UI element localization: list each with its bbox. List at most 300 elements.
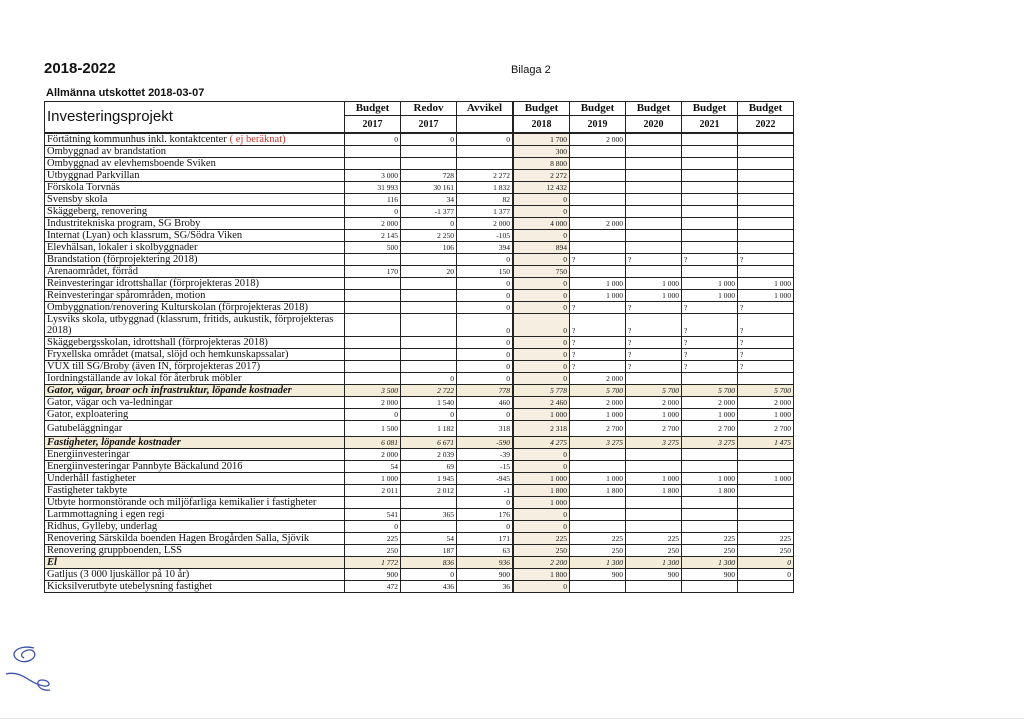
table-row — [45, 254, 794, 266]
row-label — [45, 170, 345, 182]
value-cell: 1 000 — [570, 473, 626, 485]
table-row — [45, 521, 794, 533]
value-cell: 0 — [457, 409, 513, 421]
value-cell: 250 — [514, 545, 570, 557]
investment-table — [44, 101, 794, 593]
col-head-year: 2017 — [401, 116, 457, 133]
row-label — [45, 349, 345, 361]
col-head-year: 2017 — [345, 116, 401, 133]
value-cell: 3 275 — [570, 437, 626, 449]
value-cell: 0 — [457, 373, 513, 385]
value-cell: 1 000 — [514, 497, 570, 509]
value-cell: 250 — [345, 545, 401, 557]
value-cell: 34 — [401, 194, 457, 206]
value-cell: 2 000 — [570, 133, 626, 146]
value-cell: 1 540 — [401, 397, 457, 409]
value-cell: 778 — [457, 385, 513, 397]
value-cell: 1 300 — [570, 557, 626, 569]
value-cell — [626, 461, 682, 473]
row-label — [45, 421, 345, 437]
value-cell — [682, 449, 738, 461]
row-label — [45, 302, 345, 314]
value-cell — [345, 497, 401, 509]
value-cell: 0 — [345, 206, 401, 218]
value-cell — [345, 254, 401, 266]
value-cell: 2 000 — [570, 397, 626, 409]
value-cell: 3 500 — [345, 385, 401, 397]
value-cell: 460 — [457, 397, 513, 409]
value-cell: 69 — [401, 461, 457, 473]
row-label-text: Ombyggnation/renovering Kulturskolan (förprojekteras 2018) — [47, 302, 308, 313]
value-cell: 0 — [457, 349, 513, 361]
value-cell: 2 000 — [457, 218, 513, 230]
value-cell: 1 300 — [682, 557, 738, 569]
row-label-text: Ombyggnad av brandstation — [47, 146, 166, 157]
attachment-label: Bilaga 2 — [511, 64, 551, 76]
value-cell: 0 — [457, 337, 513, 349]
row-label — [45, 385, 345, 397]
value-cell: 2 000 — [570, 373, 626, 385]
value-cell — [626, 373, 682, 385]
value-cell: 225 — [345, 533, 401, 545]
value-cell — [738, 146, 794, 158]
document-years: 2018-2022 — [44, 60, 116, 77]
col-head-label: Budget — [626, 102, 682, 116]
value-cell: ? — [738, 337, 794, 349]
value-cell — [626, 242, 682, 254]
value-cell — [570, 521, 626, 533]
row-label-text: Ombyggnad av elevhemsboende Sviken — [47, 158, 216, 169]
value-cell: -945 — [457, 473, 513, 485]
value-cell: 0 — [514, 302, 570, 314]
col-head-label: Budget — [570, 102, 626, 116]
value-cell — [345, 337, 401, 349]
value-cell: 1 000 — [682, 409, 738, 421]
value-cell — [570, 581, 626, 593]
value-cell: 1 000 — [626, 290, 682, 302]
value-cell: 1 800 — [682, 485, 738, 497]
value-cell: 894 — [514, 242, 570, 254]
value-cell — [401, 337, 457, 349]
table-row — [45, 437, 794, 449]
row-label — [45, 278, 345, 290]
row-label — [45, 242, 345, 254]
value-cell: 82 — [457, 194, 513, 206]
row-label-text: Gator, vägar och va-ledningar — [47, 397, 173, 408]
value-cell: 225 — [570, 533, 626, 545]
table-row — [45, 314, 794, 337]
table-row — [45, 349, 794, 361]
value-cell: 250 — [738, 545, 794, 557]
value-cell: 30 161 — [401, 182, 457, 194]
row-label-text: Arenaområdet, förråd — [47, 266, 138, 277]
table-row — [45, 397, 794, 409]
value-cell: ? — [738, 302, 794, 314]
row-label — [45, 266, 345, 278]
value-cell — [738, 581, 794, 593]
value-cell — [682, 497, 738, 509]
value-cell: 365 — [401, 509, 457, 521]
value-cell — [626, 509, 682, 521]
value-cell: 6 081 — [345, 437, 401, 449]
value-cell: 1 832 — [457, 182, 513, 194]
value-cell: 1 772 — [345, 557, 401, 569]
value-cell: ? — [682, 254, 738, 266]
value-cell: 150 — [457, 266, 513, 278]
value-cell: 36 — [457, 581, 513, 593]
value-cell: 2 011 — [345, 485, 401, 497]
value-cell: 0 — [514, 290, 570, 302]
row-label-text: Gatljus (3 000 ljuskällor på 10 år) — [47, 569, 190, 580]
table-row — [45, 473, 794, 485]
value-cell: 2 272 — [457, 170, 513, 182]
value-cell: 1 000 — [570, 409, 626, 421]
value-cell: 2 318 — [514, 421, 570, 437]
table-title: Investeringsprojekt — [45, 102, 345, 134]
value-cell: 0 — [514, 206, 570, 218]
table-row — [45, 146, 794, 158]
value-cell: 4 275 — [514, 437, 570, 449]
value-cell: ? — [570, 349, 626, 361]
row-label — [45, 449, 345, 461]
row-label — [45, 361, 345, 373]
value-cell — [738, 485, 794, 497]
value-cell: 5 700 — [682, 385, 738, 397]
value-cell: 1 000 — [682, 290, 738, 302]
row-label — [45, 373, 345, 385]
value-cell — [626, 521, 682, 533]
value-cell: 2 039 — [401, 449, 457, 461]
value-cell — [570, 266, 626, 278]
value-cell: ? — [626, 254, 682, 266]
value-cell: 0 — [457, 497, 513, 509]
value-cell: 250 — [682, 545, 738, 557]
value-cell: 3 000 — [345, 170, 401, 182]
value-cell: 472 — [345, 581, 401, 593]
value-cell: 900 — [345, 569, 401, 581]
row-label-text: Lysviks skola, utbyggnad (klassrum, fritids, aukustik, förprojekteras 2018) — [47, 314, 334, 336]
col-head-label: Budget — [514, 102, 570, 116]
value-cell — [738, 170, 794, 182]
row-label-text: Fastigheter takbyte — [47, 485, 128, 496]
value-cell: 2 000 — [570, 218, 626, 230]
value-cell — [401, 349, 457, 361]
value-cell — [401, 278, 457, 290]
value-cell: 1 000 — [626, 278, 682, 290]
col-head-label: Redov — [401, 102, 457, 116]
table-row — [45, 385, 794, 397]
row-label — [45, 194, 345, 206]
value-cell: 0 — [401, 569, 457, 581]
value-cell: 0 — [457, 314, 513, 337]
value-cell: 0 — [345, 409, 401, 421]
value-cell — [626, 182, 682, 194]
table-row — [45, 533, 794, 545]
value-cell — [682, 521, 738, 533]
value-cell: ? — [626, 314, 682, 337]
value-cell: 31 993 — [345, 182, 401, 194]
value-cell: ? — [626, 349, 682, 361]
value-cell: 1 945 — [401, 473, 457, 485]
value-cell: 900 — [626, 569, 682, 581]
row-label-text: Underhåll fastigheter — [47, 473, 136, 484]
value-cell — [570, 182, 626, 194]
header-row-labels — [45, 102, 794, 116]
value-cell: 318 — [457, 421, 513, 437]
value-cell: ? — [738, 314, 794, 337]
value-cell: 0 — [738, 557, 794, 569]
value-cell — [345, 146, 401, 158]
table-row — [45, 278, 794, 290]
value-cell — [682, 158, 738, 170]
value-cell — [738, 266, 794, 278]
value-cell: 54 — [401, 533, 457, 545]
value-cell — [682, 218, 738, 230]
value-cell: 500 — [345, 242, 401, 254]
value-cell: 2 250 — [401, 230, 457, 242]
value-cell: 900 — [457, 569, 513, 581]
value-cell — [345, 302, 401, 314]
value-cell: 0 — [401, 218, 457, 230]
table-row — [45, 182, 794, 194]
value-cell: 170 — [345, 266, 401, 278]
value-cell: 0 — [514, 337, 570, 349]
value-cell — [738, 497, 794, 509]
value-cell: 225 — [514, 533, 570, 545]
value-cell — [401, 521, 457, 533]
value-cell: 0 — [457, 133, 513, 146]
row-label-text: Energiinvesteringar Pannbyte Bäckalund 2016 — [47, 461, 243, 472]
row-label — [45, 230, 345, 242]
document-subtitle: Allmänna utskottet 2018-03-07 — [46, 87, 205, 99]
value-cell: 2 200 — [514, 557, 570, 569]
value-cell: 2 460 — [514, 397, 570, 409]
value-cell: 0 — [738, 569, 794, 581]
value-cell — [345, 314, 401, 337]
value-cell — [570, 170, 626, 182]
value-cell: 1 000 — [626, 409, 682, 421]
row-label-text: Renovering Särskilda boenden Hagen Brogården Salla, Sjövik — [47, 533, 310, 544]
value-cell — [682, 230, 738, 242]
table-row — [45, 509, 794, 521]
table-row — [45, 302, 794, 314]
row-label-text: Förtätning kommunhus inkl. kontaktcenter — [47, 134, 227, 145]
value-cell: 0 — [514, 194, 570, 206]
value-cell: 1 000 — [514, 409, 570, 421]
value-cell — [401, 290, 457, 302]
row-label — [45, 409, 345, 421]
value-cell: 394 — [457, 242, 513, 254]
value-cell — [626, 449, 682, 461]
value-cell: -39 — [457, 449, 513, 461]
value-cell: 900 — [570, 569, 626, 581]
value-cell — [738, 461, 794, 473]
row-label — [45, 485, 345, 497]
value-cell — [682, 133, 738, 146]
value-cell: 5 700 — [570, 385, 626, 397]
row-label-text: Skäggeberg, renovering — [47, 206, 148, 217]
col-head-year: 2018 — [514, 116, 570, 133]
value-cell: 2 700 — [570, 421, 626, 437]
value-cell: 1 000 — [738, 473, 794, 485]
row-label — [45, 473, 345, 485]
value-cell: -1 377 — [401, 206, 457, 218]
row-label — [45, 397, 345, 409]
value-cell — [626, 194, 682, 206]
value-cell: 1 000 — [514, 473, 570, 485]
value-cell — [682, 146, 738, 158]
value-cell — [345, 290, 401, 302]
value-cell: 6 671 — [401, 437, 457, 449]
value-cell: 750 — [514, 266, 570, 278]
value-cell: 2 000 — [345, 449, 401, 461]
value-cell: 3 275 — [682, 437, 738, 449]
value-cell: ? — [738, 361, 794, 373]
value-cell: 1 700 — [514, 133, 570, 146]
table-row — [45, 218, 794, 230]
row-label — [45, 533, 345, 545]
value-cell: 0 — [457, 361, 513, 373]
table-row — [45, 170, 794, 182]
row-label — [45, 254, 345, 266]
row-label-text: Internat (Lyan) och klassrum, SG/Södra Viken — [47, 230, 243, 241]
value-cell — [345, 349, 401, 361]
table-row — [45, 497, 794, 509]
row-label-text: Industritekniska program, SG Broby — [47, 218, 201, 229]
table-row — [45, 290, 794, 302]
value-cell — [682, 194, 738, 206]
value-cell: ? — [682, 349, 738, 361]
value-cell — [626, 133, 682, 146]
value-cell — [345, 361, 401, 373]
row-label-text: Larmmottagning i egen regi — [47, 509, 165, 520]
value-cell — [738, 194, 794, 206]
value-cell: 1 475 — [738, 437, 794, 449]
value-cell — [457, 146, 513, 158]
table-row — [45, 409, 794, 421]
value-cell: 5 700 — [738, 385, 794, 397]
value-cell: ? — [626, 302, 682, 314]
row-label-text: Elevhälsan, lokaler i skolbyggnader — [47, 242, 198, 253]
row-label — [45, 557, 345, 569]
value-cell — [570, 497, 626, 509]
value-cell: 1 300 — [626, 557, 682, 569]
value-cell: 1 800 — [626, 485, 682, 497]
value-cell — [401, 254, 457, 266]
value-cell — [738, 182, 794, 194]
row-label-text: Reinvesteringar idrottshallar (förprojekteras 2018) — [47, 278, 259, 289]
row-label — [45, 314, 345, 337]
value-cell: 3 275 — [626, 437, 682, 449]
row-label — [45, 206, 345, 218]
row-label-text: Fastigheter, löpande kostnader — [47, 437, 181, 448]
value-cell: 250 — [626, 545, 682, 557]
table-row — [45, 461, 794, 473]
row-label-text: Utbyte hormonstörande och miljöfarliga kemikalier i fastigheter — [47, 497, 317, 508]
value-cell: 0 — [514, 254, 570, 266]
value-cell: 1 000 — [570, 278, 626, 290]
row-label-text: Ridhus, Gylleby, underlag — [47, 521, 158, 532]
value-cell: ? — [682, 314, 738, 337]
value-cell: 5 700 — [626, 385, 682, 397]
value-cell: 0 — [457, 254, 513, 266]
value-cell: 2 700 — [738, 421, 794, 437]
value-cell — [682, 461, 738, 473]
value-cell: 12 432 — [514, 182, 570, 194]
value-cell — [738, 230, 794, 242]
value-cell: 176 — [457, 509, 513, 521]
value-cell — [626, 230, 682, 242]
table-row — [45, 242, 794, 254]
value-cell: 0 — [514, 461, 570, 473]
row-label-text: Reinvesteringar spårområden, motion — [47, 290, 206, 301]
value-cell — [345, 373, 401, 385]
value-cell: 225 — [738, 533, 794, 545]
value-cell — [682, 182, 738, 194]
value-cell: 1 000 — [570, 290, 626, 302]
value-cell: 5 778 — [514, 385, 570, 397]
value-cell: -15 — [457, 461, 513, 473]
value-cell: -1 — [457, 485, 513, 497]
table-row — [45, 581, 794, 593]
value-cell: ? — [570, 337, 626, 349]
value-cell — [738, 509, 794, 521]
value-cell: 0 — [514, 373, 570, 385]
value-cell: 436 — [401, 581, 457, 593]
value-cell — [570, 206, 626, 218]
table-row — [45, 337, 794, 349]
value-cell: 0 — [514, 278, 570, 290]
row-note: ( ej beräknat) — [229, 134, 286, 145]
value-cell — [738, 206, 794, 218]
value-cell: 1 377 — [457, 206, 513, 218]
value-cell: 0 — [401, 409, 457, 421]
value-cell: 2 000 — [345, 218, 401, 230]
table-row — [45, 557, 794, 569]
value-cell: 0 — [514, 509, 570, 521]
table-row — [45, 361, 794, 373]
value-cell — [682, 242, 738, 254]
value-cell — [738, 218, 794, 230]
value-cell: 106 — [401, 242, 457, 254]
value-cell: 20 — [401, 266, 457, 278]
row-label-text: Fryxellska området (matsal, slöjd och hemkunskapssalar) — [47, 349, 289, 360]
table-row — [45, 266, 794, 278]
col-head-year: 2019 — [570, 116, 626, 133]
value-cell: 1 800 — [514, 485, 570, 497]
table-row — [45, 230, 794, 242]
col-head-year: 2021 — [682, 116, 738, 133]
value-cell — [570, 158, 626, 170]
value-cell: 0 — [514, 349, 570, 361]
value-cell — [457, 158, 513, 170]
value-cell: 936 — [457, 557, 513, 569]
value-cell — [682, 373, 738, 385]
value-cell: 0 — [514, 314, 570, 337]
row-label-text: Gator, exploatering — [47, 409, 129, 420]
value-cell: 728 — [401, 170, 457, 182]
value-cell — [682, 266, 738, 278]
table-row — [45, 421, 794, 437]
row-label-text: Skäggebergsskolan, idrottshall (förprojekteras 2018) — [47, 337, 268, 348]
value-cell — [570, 509, 626, 521]
value-cell: 1 000 — [738, 290, 794, 302]
value-cell: 0 — [457, 302, 513, 314]
col-head-year — [457, 116, 513, 133]
row-label — [45, 146, 345, 158]
value-cell: 4 000 — [514, 218, 570, 230]
value-cell: -590 — [457, 437, 513, 449]
